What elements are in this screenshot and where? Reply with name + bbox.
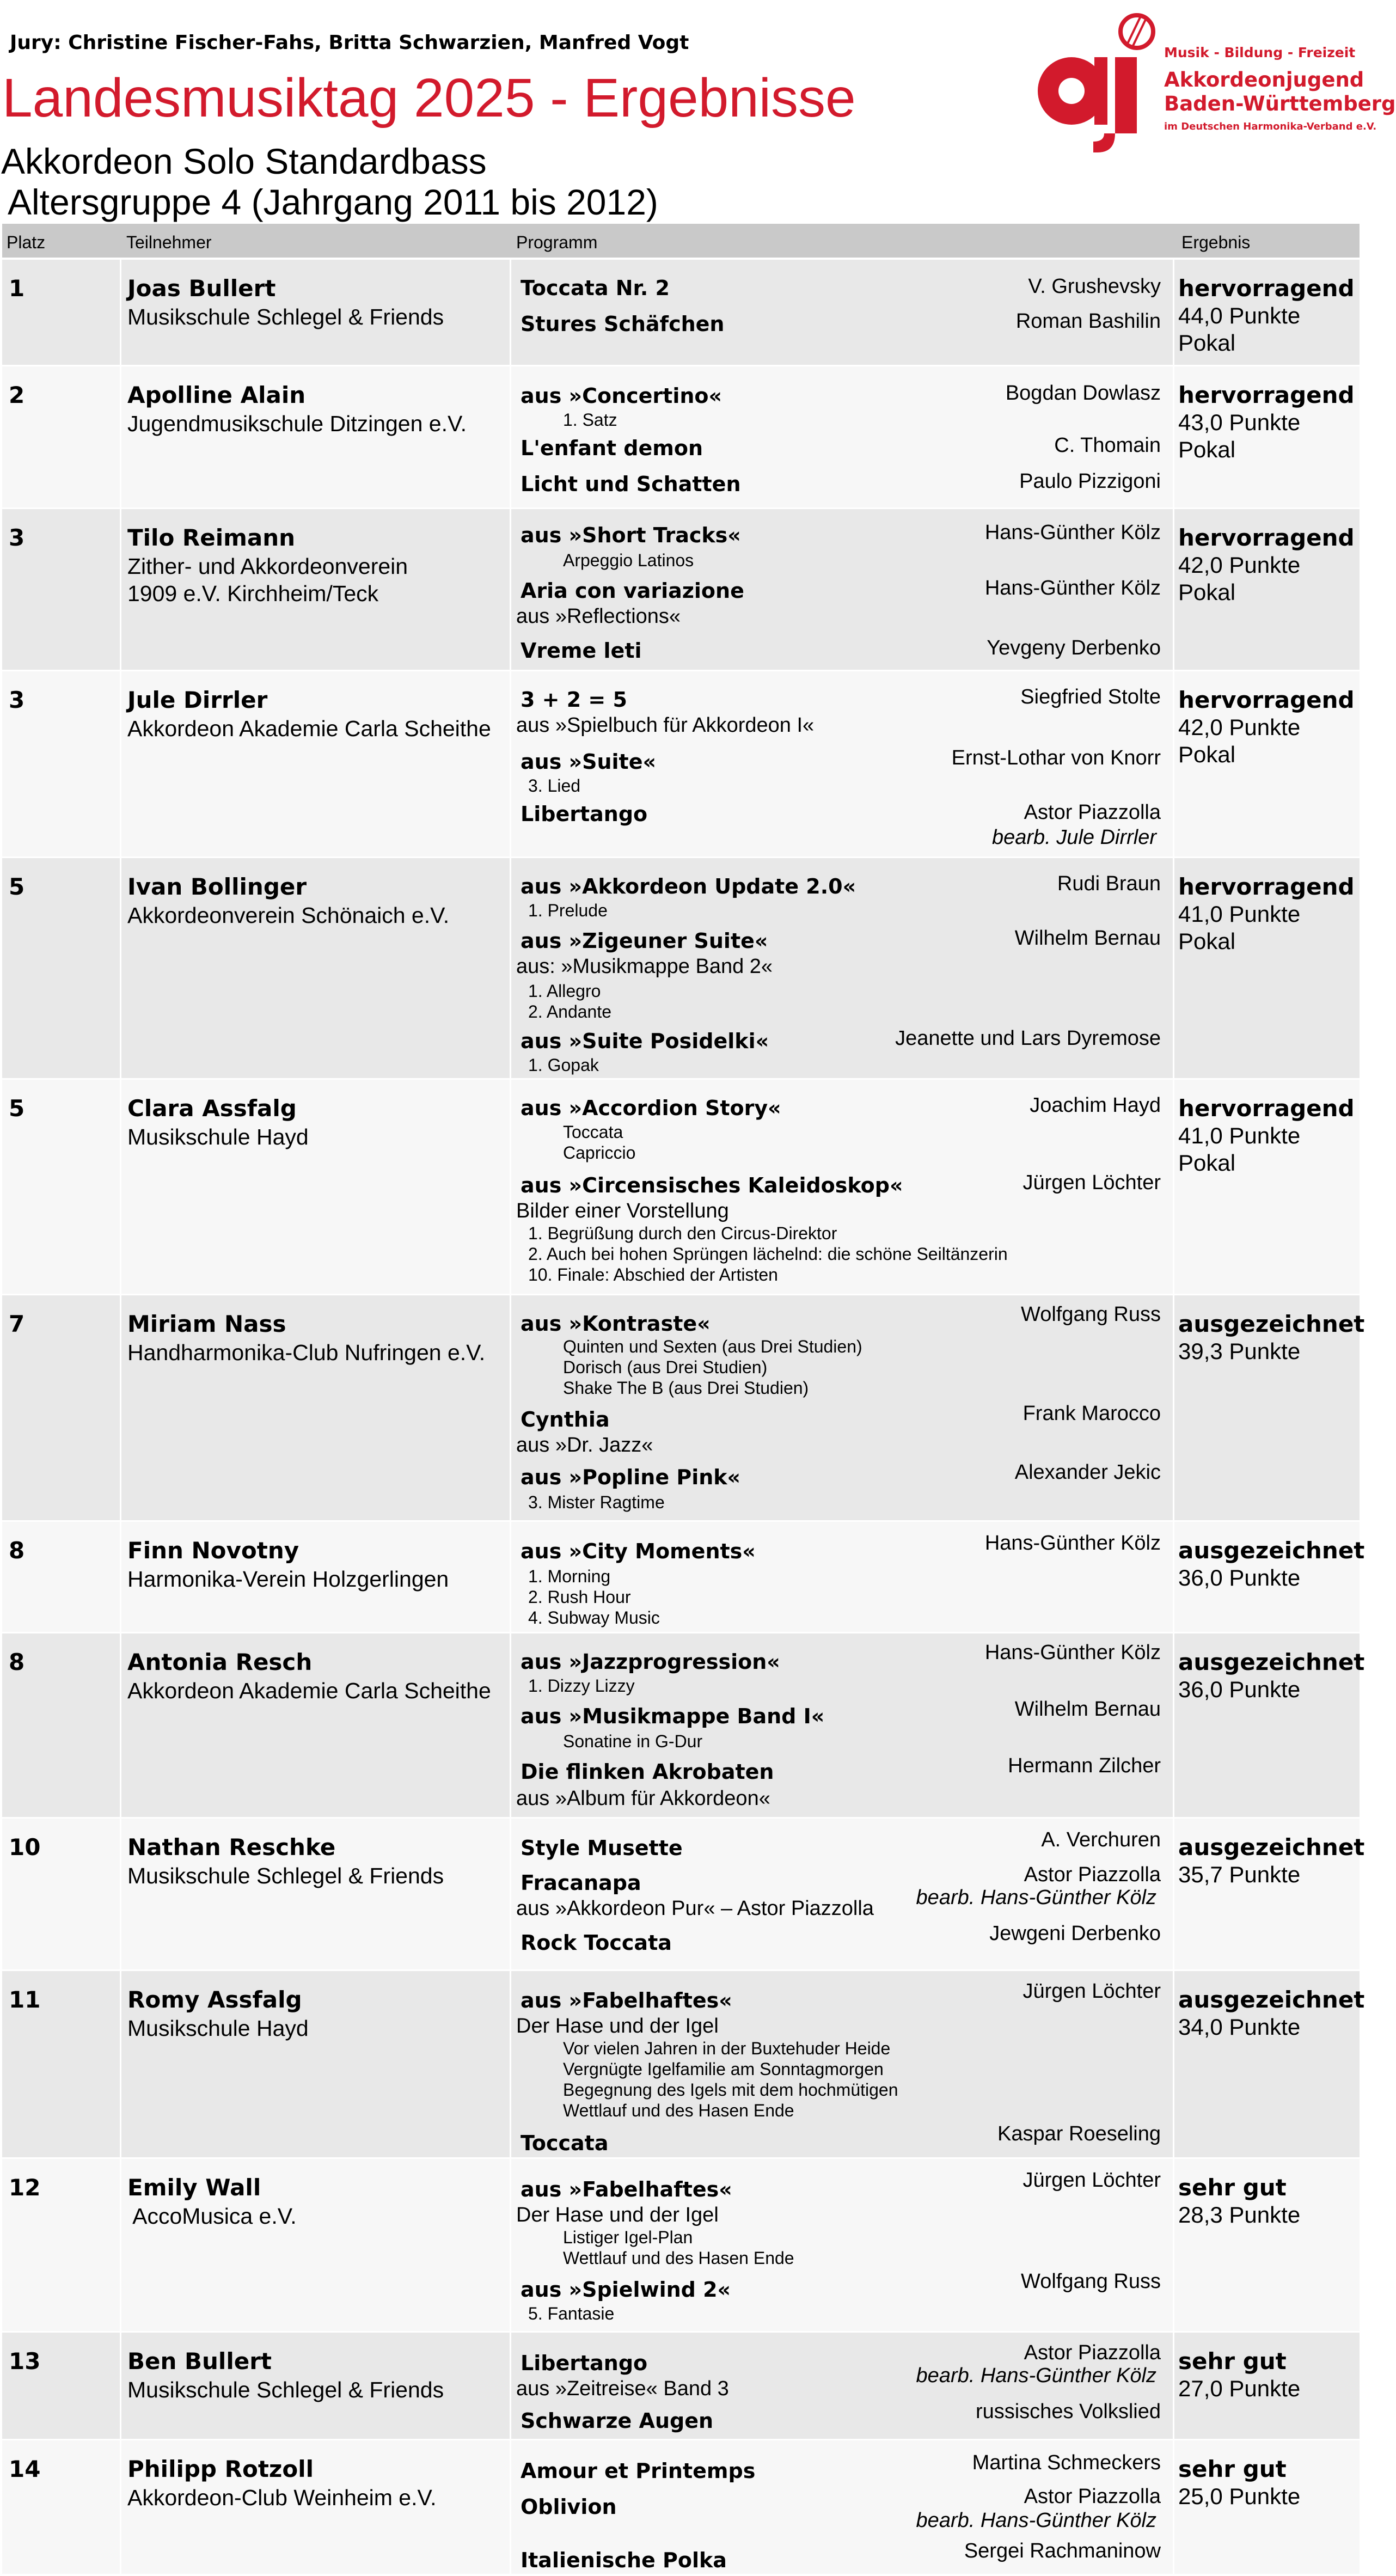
logo-name-1: Akkordeonjugend bbox=[1164, 68, 1364, 91]
composer: Hans-Günther Kölz bbox=[984, 577, 1161, 599]
column-divider bbox=[120, 1633, 121, 1817]
piece-movement: 3. Lied bbox=[528, 776, 581, 796]
piece-title: aus »Circensisches Kaleidoskop« bbox=[521, 1173, 903, 1197]
piece-title: Italienische Polka bbox=[521, 2548, 727, 2572]
column-divider bbox=[510, 2440, 511, 2574]
result-rating: ausgezeichnet bbox=[1178, 1649, 1365, 1675]
piece-title: aus »Kontraste« bbox=[521, 1312, 711, 1336]
result-points: 28,3 Punkte bbox=[1178, 2202, 1301, 2228]
placement: 3 bbox=[9, 524, 25, 551]
piece-movement: 4. Subway Music bbox=[528, 1608, 660, 1627]
composer: Roman Bashilin bbox=[1015, 310, 1161, 333]
piece-title: aus »City Moments« bbox=[521, 1539, 756, 1563]
participant-name: Philipp Rotzoll bbox=[127, 2456, 314, 2482]
result-rating: ausgezeichnet bbox=[1178, 1311, 1365, 1337]
result-rating: ausgezeichnet bbox=[1178, 1537, 1365, 1564]
result-rating: hervorragend bbox=[1178, 524, 1355, 551]
result-rating: hervorragend bbox=[1178, 382, 1355, 408]
column-divider bbox=[510, 2333, 511, 2439]
piece-title: Toccata bbox=[521, 2131, 609, 2155]
piece-title: aus »Popline Pink« bbox=[521, 1465, 741, 1489]
composer: Wilhelm Bernau bbox=[1014, 927, 1161, 950]
col-header-platz: Platz bbox=[7, 232, 46, 252]
result-rating: sehr gut bbox=[1178, 2456, 1287, 2482]
placement: 8 bbox=[9, 1537, 25, 1564]
column-divider bbox=[120, 366, 121, 507]
table-row bbox=[2, 1078, 1360, 1294]
table-row bbox=[2, 2331, 1360, 2439]
result-cell bbox=[1178, 524, 1355, 606]
piece-title: L'enfant demon bbox=[521, 436, 703, 460]
composer: Joachim Hayd bbox=[1030, 1094, 1161, 1117]
piece-movement: Listiger Igel-Plan bbox=[563, 2228, 693, 2247]
piece-source: Der Hase und der Igel bbox=[516, 2015, 719, 2037]
piece-movement: 1. Gopak bbox=[528, 1055, 599, 1075]
composer: Alexander Jekic bbox=[1014, 1461, 1161, 1484]
piece-title: aus »Concertino« bbox=[521, 384, 723, 408]
column-divider bbox=[510, 1633, 511, 1817]
piece-title: Rock Toccata bbox=[521, 1931, 672, 1955]
piece-title: Aria con variazione bbox=[521, 579, 744, 603]
arranger: bearb. Hans-Günther Kölz bbox=[916, 1886, 1156, 1909]
placement: 7 bbox=[9, 1311, 25, 1337]
column-divider bbox=[510, 1080, 511, 1294]
piece-movement: 1. Dizzy Lizzy bbox=[528, 1676, 635, 1696]
result-points: 34,0 Punkte bbox=[1178, 2014, 1301, 2040]
result-extra: Pokal bbox=[1178, 330, 1236, 356]
composer: Ernst-Lothar von Knorr bbox=[951, 747, 1161, 769]
placement: 3 bbox=[9, 687, 25, 713]
piece-title: Libertango bbox=[521, 2351, 648, 2375]
piece-movement: Vor vielen Jahren in der Buxtehuder Heide bbox=[563, 2039, 891, 2058]
participant-name: Finn Novotny bbox=[127, 1537, 299, 1564]
column-divider bbox=[510, 509, 511, 670]
placement: 11 bbox=[9, 1986, 41, 2013]
participant-name: Emily Wall bbox=[127, 2174, 261, 2201]
column-divider bbox=[510, 2159, 511, 2331]
piece-source: Der Hase und der Igel bbox=[516, 2204, 719, 2226]
participant-club: Akkordeon-Club Weinheim e.V. bbox=[127, 2485, 437, 2510]
age-group-title: Altersgruppe 4 (Jahrgang 2011 bis 2012) bbox=[8, 182, 658, 222]
result-cell bbox=[1178, 1095, 1355, 1177]
piece-source: aus »Reflections« bbox=[516, 605, 681, 628]
col-header-teilnehmer: Teilnehmer bbox=[126, 232, 212, 252]
piece-title: Amour et Printemps bbox=[521, 2459, 756, 2483]
piece-movement: 1. Allegro bbox=[528, 981, 601, 1001]
column-divider bbox=[120, 671, 121, 856]
table-row bbox=[2, 2439, 1360, 2574]
composer: A. Verchuren bbox=[1041, 1828, 1161, 1851]
participant-name: Ivan Bollinger bbox=[127, 873, 307, 900]
result-rating: hervorragend bbox=[1178, 275, 1355, 302]
piece-movement: 2. Andante bbox=[528, 1002, 612, 1021]
composer: Hans-Günther Kölz bbox=[984, 521, 1161, 544]
column-divider bbox=[120, 1971, 121, 2157]
composer: Wilhelm Bernau bbox=[1014, 1698, 1161, 1721]
piece-title: Fracanapa bbox=[521, 1871, 641, 1895]
piece-movement: Vergnügte Igelfamilie am Sonntagmorgen bbox=[563, 2059, 884, 2079]
piece-title: aus »Akkordeon Update 2.0« bbox=[521, 874, 856, 898]
participant-name: Joas Bullert bbox=[127, 275, 276, 302]
result-rating: sehr gut bbox=[1178, 2174, 1287, 2201]
participant-name: Tilo Reimann bbox=[127, 524, 296, 551]
column-divider bbox=[120, 1080, 121, 1294]
piece-movement: 5. Fantasie bbox=[528, 2304, 615, 2323]
participant-club: Handharmonika-Club Nufringen e.V. bbox=[127, 1340, 486, 1365]
participant-club: Musikschule Hayd bbox=[127, 2016, 309, 2041]
column-divider bbox=[1173, 260, 1174, 365]
column-divider bbox=[120, 1295, 121, 1520]
composer: Wolfgang Russ bbox=[1021, 2270, 1161, 2293]
table-row bbox=[2, 1969, 1365, 2157]
composer: V. Grushevsky bbox=[1028, 275, 1161, 298]
participant-name: Miriam Nass bbox=[127, 1311, 286, 1337]
column-divider bbox=[1173, 1633, 1174, 1817]
piece-movement: 10. Finale: Abschied der Artisten bbox=[528, 1265, 778, 1284]
column-divider bbox=[510, 858, 511, 1078]
participant-club: Musikschule Schlegel & Friends bbox=[127, 2377, 444, 2402]
piece-title: aus »Fabelhaftes« bbox=[521, 1988, 732, 2012]
result-cell bbox=[1178, 873, 1355, 955]
result-cell bbox=[1178, 1311, 1364, 1365]
result-extra: Pokal bbox=[1178, 437, 1236, 462]
piece-movement: Dorisch (aus Drei Studien) bbox=[563, 1357, 768, 1377]
piece-title: aus »Accordion Story« bbox=[521, 1096, 781, 1120]
piece-title: Libertango bbox=[521, 802, 648, 826]
piece-title: Oblivion bbox=[521, 2495, 617, 2519]
composer: Hans-Günther Kölz bbox=[984, 1641, 1161, 1664]
result-rating: hervorragend bbox=[1178, 687, 1355, 713]
composer: Astor Piazzolla bbox=[1024, 801, 1161, 824]
placement: 5 bbox=[9, 873, 25, 900]
col-header-ergebnis: Ergebnis bbox=[1181, 232, 1251, 252]
column-divider bbox=[1173, 2333, 1174, 2439]
column-divider bbox=[120, 2440, 121, 2574]
participant-club: Musikschule Schlegel & Friends bbox=[127, 304, 444, 329]
placement: 2 bbox=[9, 382, 25, 408]
column-divider bbox=[120, 2159, 121, 2331]
piece-movement: Sonatine in G-Dur bbox=[563, 1731, 703, 1751]
table-row bbox=[2, 2157, 1360, 2331]
piece-movement: Capriccio bbox=[563, 1143, 636, 1162]
participant-club: Zither- und Akkordeonverein 1909 e.V. Kirchheim/Teck bbox=[127, 554, 408, 606]
arranger: bearb. Hans-Günther Kölz bbox=[916, 2364, 1156, 2387]
piece-title: aus »Musikmappe Band I« bbox=[521, 1704, 825, 1728]
piece-title: Licht und Schatten bbox=[521, 472, 741, 496]
column-divider bbox=[1173, 1971, 1174, 2157]
result-cell bbox=[1178, 275, 1355, 357]
result-points: 36,0 Punkte bbox=[1178, 1565, 1301, 1590]
piece-title: Stures Schäfchen bbox=[521, 312, 725, 336]
participant-club: Jugendmusikschule Ditzingen e.V. bbox=[127, 411, 467, 436]
result-points: 42,0 Punkte bbox=[1178, 714, 1301, 740]
piece-title: Cynthia bbox=[521, 1408, 610, 1431]
column-divider bbox=[120, 509, 121, 670]
composer: Jürgen Löchter bbox=[1022, 2169, 1161, 2192]
result-extra: Pokal bbox=[1178, 579, 1236, 605]
composer: Hans-Günther Kölz bbox=[984, 1532, 1161, 1555]
column-divider bbox=[1173, 671, 1174, 856]
piece-title: 3 + 2 = 5 bbox=[521, 688, 627, 712]
result-points: 39,3 Punkte bbox=[1178, 1338, 1301, 1364]
column-divider bbox=[510, 671, 511, 856]
table-row bbox=[2, 670, 1360, 856]
column-divider bbox=[120, 260, 121, 365]
piece-title: aus »Short Tracks« bbox=[521, 523, 741, 547]
column-divider bbox=[1173, 2159, 1174, 2331]
table-row bbox=[2, 856, 1360, 1078]
piece-title: aus »Spielwind 2« bbox=[521, 2278, 731, 2302]
column-divider bbox=[1173, 1522, 1174, 1632]
piece-movement: 2. Rush Hour bbox=[528, 1587, 631, 1607]
column-divider bbox=[120, 2333, 121, 2439]
column-divider bbox=[1173, 2440, 1174, 2574]
column-divider bbox=[120, 858, 121, 1078]
column-divider bbox=[120, 1819, 121, 1969]
piece-title: aus »Suite Posidelki« bbox=[521, 1029, 769, 1053]
composer: Astor Piazzolla bbox=[1024, 1863, 1161, 1886]
piece-movement: Quinten und Sexten (aus Drei Studien) bbox=[563, 1337, 862, 1356]
piece-source: aus »Akkordeon Pur« – Astor Piazzolla bbox=[516, 1897, 874, 1920]
table-row bbox=[2, 507, 1360, 670]
result-cell bbox=[1178, 1986, 1364, 2041]
piece-source: aus »Album für Akkordeon« bbox=[516, 1787, 770, 1810]
participant-name: Antonia Resch bbox=[127, 1649, 313, 1675]
logo-tagline: Musik - Bildung - Freizeit bbox=[1164, 45, 1356, 60]
result-cell bbox=[1178, 1649, 1364, 1703]
piece-source: aus »Dr. Jazz« bbox=[516, 1434, 653, 1457]
result-extra: Pokal bbox=[1178, 1150, 1236, 1176]
participant-name: Apolline Alain bbox=[127, 382, 306, 408]
piece-title: Style Musette bbox=[521, 1836, 683, 1860]
participant-club: Akkordeon Akademie Carla Scheithe bbox=[127, 716, 491, 741]
composer: Jeanette und Lars Dyremose bbox=[895, 1027, 1161, 1050]
piece-movement: Arpeggio Latinos bbox=[563, 550, 694, 570]
composer: Astor Piazzolla bbox=[1024, 2341, 1161, 2364]
column-divider bbox=[1173, 858, 1174, 1078]
composer: Frank Marocco bbox=[1022, 1402, 1161, 1425]
result-cell bbox=[1178, 687, 1355, 768]
jury-line: Jury: Christine Fischer-Fahs, Britta Schwarzien, Manfred Vogt bbox=[10, 32, 689, 54]
column-divider bbox=[120, 1522, 121, 1632]
result-cell bbox=[1178, 1834, 1364, 1888]
column-divider bbox=[510, 1522, 511, 1632]
piece-movement: 1. Begrüßung durch den Circus-Direktor bbox=[528, 1223, 837, 1243]
table-row bbox=[2, 1520, 1365, 1632]
result-rating: hervorragend bbox=[1178, 1095, 1355, 1122]
piece-movement: 2. Auch bei hohen Sprüngen lächelnd: die schöne Seiltänzerin bbox=[528, 1244, 1008, 1264]
result-extra: Pokal bbox=[1178, 928, 1236, 954]
piece-title: Toccata Nr. 2 bbox=[521, 276, 670, 300]
composer: Sergei Rachmaninow bbox=[964, 2540, 1161, 2562]
table-row bbox=[2, 258, 1360, 365]
table-row bbox=[2, 1632, 1365, 1817]
piece-movement: 1. Satz bbox=[563, 410, 617, 430]
piece-title: Schwarze Augen bbox=[521, 2409, 714, 2433]
arranger: bearb. Jule Dirrler bbox=[992, 826, 1156, 849]
result-rating: hervorragend bbox=[1178, 873, 1355, 900]
piece-title: aus »Jazzprogression« bbox=[521, 1650, 780, 1674]
piece-source: aus: »Musikmappe Band 2« bbox=[516, 955, 773, 978]
participant-name: Nathan Reschke bbox=[127, 1834, 336, 1861]
column-divider bbox=[510, 1819, 511, 1969]
table-row bbox=[2, 1294, 1365, 1520]
column-divider bbox=[1173, 509, 1174, 670]
aj-logo bbox=[1033, 12, 1396, 154]
result-rating: sehr gut bbox=[1178, 2348, 1287, 2375]
result-cell bbox=[1178, 1537, 1364, 1592]
placement: 12 bbox=[9, 2174, 41, 2201]
result-points: 44,0 Punkte bbox=[1178, 303, 1301, 328]
participant-name: Romy Assfalg bbox=[127, 1986, 302, 2013]
piece-title: Die flinken Akrobaten bbox=[521, 1760, 774, 1784]
result-points: 27,0 Punkte bbox=[1178, 2376, 1301, 2401]
composer: Hermann Zilcher bbox=[1008, 1754, 1161, 1777]
piece-movement: 1. Morning bbox=[528, 1567, 611, 1586]
table-header bbox=[2, 224, 1360, 258]
composer: Astor Piazzolla bbox=[1024, 2485, 1161, 2508]
participant-name: Clara Assfalg bbox=[127, 1095, 297, 1122]
composer: russisches Volkslied bbox=[975, 2400, 1161, 2423]
placement: 14 bbox=[9, 2456, 41, 2482]
piece-title: Vreme leti bbox=[521, 639, 642, 663]
placement: 5 bbox=[9, 1095, 25, 1122]
column-divider bbox=[1173, 1295, 1174, 1520]
result-cell bbox=[1178, 2456, 1300, 2510]
participant-name: Jule Dirrler bbox=[127, 687, 268, 713]
composer: Rudi Braun bbox=[1057, 872, 1161, 895]
piece-title: aus »Suite« bbox=[521, 750, 657, 774]
composer: Jürgen Löchter bbox=[1022, 1171, 1161, 1194]
participant-club: Harmonika-Verein Holzgerlingen bbox=[127, 1567, 449, 1592]
result-extra: Pokal bbox=[1178, 742, 1236, 767]
result-rating: ausgezeichnet bbox=[1178, 1834, 1365, 1861]
category-title: Akkordeon Solo Standardbass bbox=[1, 141, 487, 181]
participant-club: Musikschule Hayd bbox=[127, 1124, 309, 1149]
aj-logo-mark bbox=[1033, 12, 1164, 154]
column-divider bbox=[510, 1295, 511, 1520]
composer: Wolfgang Russ bbox=[1021, 1303, 1161, 1326]
result-points: 35,7 Punkte bbox=[1178, 1862, 1301, 1887]
piece-source: aus »Spielbuch für Akkordeon I« bbox=[516, 714, 815, 737]
participant-club: AccoMusica e.V. bbox=[127, 2204, 297, 2229]
participant-club: Akkordeon Akademie Carla Scheithe bbox=[127, 1678, 491, 1703]
logo-name-2: Baden-Württemberg bbox=[1164, 92, 1396, 115]
arranger: bearb. Hans-Günther Kölz bbox=[916, 2509, 1156, 2532]
column-divider bbox=[510, 1971, 511, 2157]
result-cell bbox=[1178, 382, 1355, 463]
column-divider bbox=[1173, 1819, 1174, 1969]
result-points: 41,0 Punkte bbox=[1178, 901, 1301, 927]
result-cell bbox=[1178, 2174, 1300, 2229]
piece-movement: 1. Prelude bbox=[528, 901, 608, 920]
piece-movement: 3. Mister Ragtime bbox=[528, 1492, 665, 1512]
piece-movement: Toccata bbox=[563, 1122, 623, 1142]
composer: Jürgen Löchter bbox=[1022, 1980, 1161, 2003]
piece-title: aus »Zigeuner Suite« bbox=[521, 929, 768, 953]
result-points: 43,0 Punkte bbox=[1178, 409, 1301, 435]
piece-movement: Wettlauf und des Hasen Ende bbox=[563, 2101, 794, 2120]
composer: Kaspar Roeseling bbox=[997, 2122, 1161, 2145]
table-row bbox=[2, 365, 1360, 507]
piece-source: Bilder einer Vorstellung bbox=[516, 1200, 729, 1222]
composer: Siegfried Stolte bbox=[1020, 686, 1161, 708]
result-points: 25,0 Punkte bbox=[1178, 2483, 1301, 2509]
participant-club: Akkordeonverein Schönaich e.V. bbox=[127, 903, 450, 928]
result-cell bbox=[1178, 2348, 1300, 2402]
piece-source: aus »Zeitreise« Band 3 bbox=[516, 2377, 729, 2400]
composer: Jewgeni Derbenko bbox=[989, 1922, 1161, 1945]
column-divider bbox=[1173, 1080, 1174, 1294]
result-points: 41,0 Punkte bbox=[1178, 1123, 1301, 1148]
participant-name: Ben Bullert bbox=[127, 2348, 272, 2375]
result-rating: ausgezeichnet bbox=[1178, 1986, 1365, 2013]
piece-movement: Begegnung des Igels mit dem hochmütigen bbox=[563, 2080, 898, 2100]
composer: Paulo Pizzigoni bbox=[1019, 470, 1161, 493]
result-points: 42,0 Punkte bbox=[1178, 552, 1301, 578]
column-divider bbox=[510, 366, 511, 507]
composer: C. Thomain bbox=[1054, 434, 1161, 457]
placement: 8 bbox=[9, 1649, 25, 1675]
result-points: 36,0 Punkte bbox=[1178, 1676, 1301, 1702]
page-title: Landesmusiktag 2025 - Ergebnisse bbox=[2, 68, 856, 129]
placement: 10 bbox=[9, 1834, 41, 1861]
column-divider bbox=[510, 260, 511, 365]
logo-name-3: im Deutschen Harmonika-Verband e.V. bbox=[1164, 121, 1377, 132]
col-header-programm: Programm bbox=[516, 232, 598, 252]
composer: Yevgeny Derbenko bbox=[987, 637, 1161, 659]
composer: Bogdan Dowlasz bbox=[1005, 382, 1161, 405]
placement: 1 bbox=[9, 275, 25, 302]
column-divider bbox=[1173, 366, 1174, 507]
placement: 13 bbox=[9, 2348, 41, 2375]
composer: Martina Schmeckers bbox=[972, 2451, 1161, 2474]
piece-title: aus »Fabelhaftes« bbox=[521, 2177, 732, 2201]
piece-movement: Wettlauf und des Hasen Ende bbox=[563, 2248, 794, 2268]
participant-club: Musikschule Schlegel & Friends bbox=[127, 1863, 444, 1888]
table-row bbox=[2, 1817, 1365, 1969]
piece-movement: Shake The B (aus Drei Studien) bbox=[563, 1378, 809, 1398]
